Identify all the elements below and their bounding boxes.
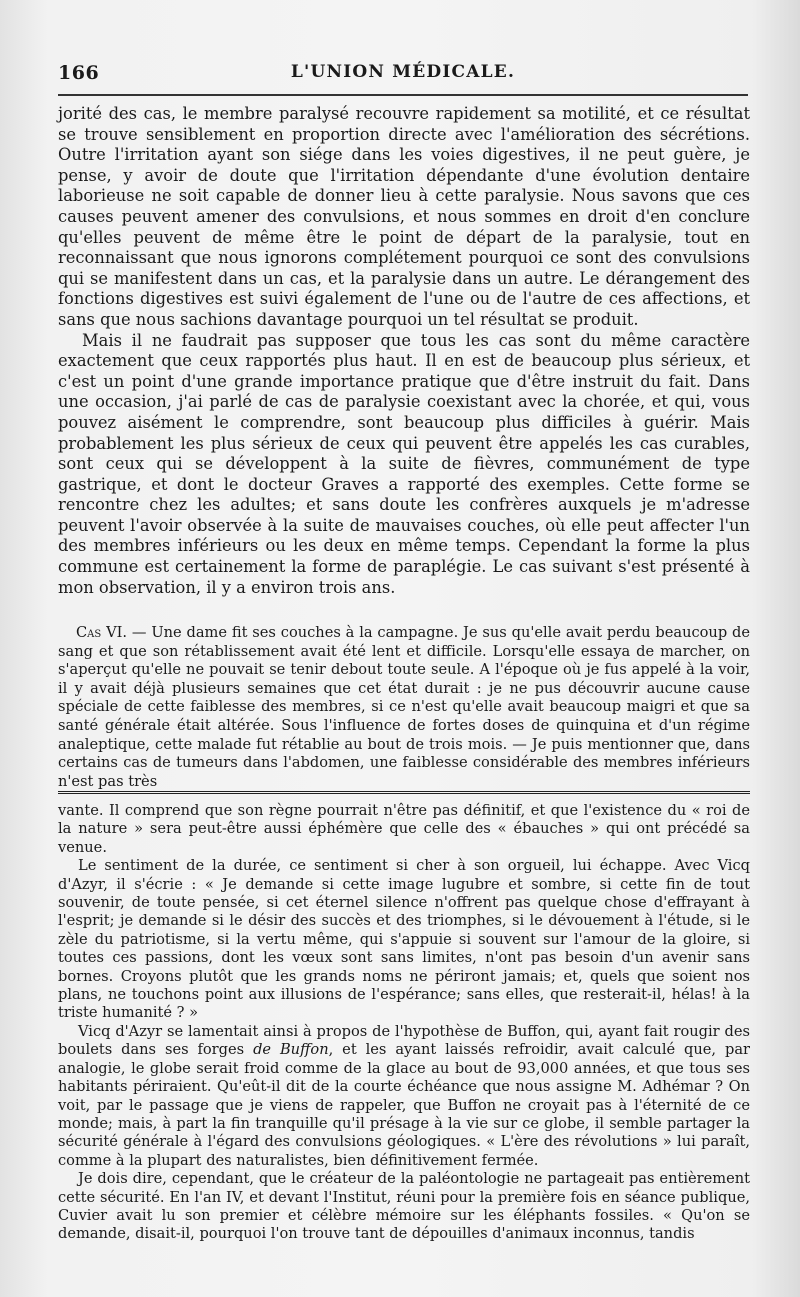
feuilleton-rule [58,791,750,797]
main-text [58,104,750,598]
feuilleton [58,802,750,1244]
feuilleton-text: , et les ayant laissés refroidir, avait calculé que, par analogie, le globe serait froid comme de la glace au bout de 93,000 années, et que tous ses habitants périraient. Qu'eût-il dit de la courte échéance que nous assigne M. Adhémar ? On voit, par le passage que je viens de rappeler, que Buffon ne croyait pas à l'éternité de ce monde; mais, à part la fin tranquille qu'il présage à la vie sur ce globe, il semble partager la sécurité générale à l'égard des convulsions géologiques. « L'ère des révolutions » lui paraît, comme à la plupart des naturalistes, bien définitivement fermée. [58,1041,750,1169]
header-rule [58,94,748,96]
paragraph: jorité des cas, le membre paralysé recouvre rapidement sa motilité, et ce résultat se trouve sensiblement en proportion directe avec l'amélioration des sécrétions. Outre l'irritation ayant son siége dans les voies digestives, il ne peut guère, je pense, y avoir de doute que l'irritation dépendante d'une évolution dentaire laborieuse ne soit capable de donner lieu à cette paralysie. Nous savons que ces causes peuvent amener des convulsions, et nous sommes en droit d'en conclure qu'elles peuvent de même être le point de départ de la paralysie, tout en reconnaissant que nous ignorons complétement pourquoi ce sont des convulsions qui se manifestent dans un cas, et la paralysie dans un autre. Le dérangement des fonctions digestives est suivi également de l'une ou de l'autre de ces affections, et sans que nous sachions davantage pourquoi un tel résultat se produit. [58,104,750,329]
feuilleton-paragraph: vante. Il comprend que son règne pourrait n'être pas définitif, et que l'existence du « roi de la nature » sera peut-être aussi éphémère que celle des « ébauches » qui ont précédé sa venue. [58,802,750,856]
case-label: Cas VI. [76,624,128,641]
feuilleton-paragraph [58,1023,750,1170]
running-title: L'UNION MÉDICALE. [290,62,516,82]
page-header [58,56,748,92]
feuilleton-text: Vicq d'Azyr se lamentait ainsi à propos de l'hypothèse de Buffon, qui, ayant fait rougir des boulets dans ses forges [58,1022,750,1059]
case-text: — Une dame fit ses couches à la campagne. Je sus qu'elle avait perdu beaucoup de sang et que son rétablissement avait été lent et difficile. Lorsqu'elle essaya de marcher, on s'aperçut qu'elle ne pouvait se tenir debout toute seule. A l'époque où je fus appelé à la voir, il y avait déjà plusieurs semaines que cet état durait : je ne pus découvrir aucune cause spéciale de cette faiblesse des membres, si ce n'est qu'elle avait beaucoup maigri et que sa santé générale était altérée. Sous l'influence de fortes doses de quinquina et d'un régime analeptique, cette malade fut rétablie au bout de trois mois. — Je puis mentionner que, dans certains cas de tumeurs dans l'abdomen, une faiblesse considérable des membres inférieurs n'est pas très [58,624,750,790]
feuilleton-italic: de Buffon [253,1041,329,1059]
feuilleton-paragraph: Je dois dire, cependant, que le créateur de la paléontologie ne partageait pas entièrement cette sécurité. En l'an IV, et devant l'Institut, réuni pour la première fois en séance publique, Cuvier avait lu son premier et célèbre mémoire sur les éléphants fossiles. « Qu'on se demande, disait-il, pourquoi l'on trouve tant de dépouilles d'animaux inconnus, tandis [58,1170,750,1243]
page-number: 166 [58,62,100,84]
paragraph: Mais il ne faudrait pas supposer que tous les cas sont du même caractère exactement que ceux rapportés plus haut. Il en est de beaucoup plus sérieux, et c'est un point d'une grande importance pratique que d'être instruit du fait. Dans une occasion, j'ai parlé de cas de paralysie coexistant avec la chorée, et qui, vous pouvez aisément le comprendre, sont beaucoup plus difficiles à guérir. Mais probablement les plus sérieux de ceux qui peuvent être appelés les cas curables, sont ceux qui se développent à la suite de fièvres, communément de type gastrique, et dont le docteur Graves a rapporté des exemples. Cette forme se rencontre chez les adultes; et sans doute les confrères auxquels je m'adresse peuvent l'avoir observée à la suite de mauvaises couches, où elle peut affecter l'un des membres inférieurs ou les deux en même temps. Cependant la forme la plus commune est certainement la forme de paraplégie. Le cas suivant s'est présenté à mon observation, il y a environ trois ans. [58,330,750,597]
case-paragraph [58,624,750,791]
feuilleton-paragraph: Le sentiment de la durée, ce sentiment si cher à son orgueil, lui échappe. Avec Vicq d'Azyr, il s'écrie : « Je demande si cette image lugubre et sombre, si cette fin de tout souvenir, de toute pensée, si cet éternel silence n'offrent pas quelque chose d'effrayant à l'esprit; je demande si le désir des succès et des triomphes, si le dévouement à l'étude, si le zèle du patriotisme, si la vertu même, qui s'appuie si souvent sur l'amour de la gloire, si toutes ces passions, dont les vœux sont sans limites, n'ont pas besoin d'un avenir sans bornes. Croyons plutôt que les grands noms ne périront jamais; et, quels que soient nos plans, ne touchons point aux illusions de l'espérance; sans elles, que resterait-il, hélas! à la triste humanité ? » [58,857,750,1022]
case-report [58,624,750,791]
